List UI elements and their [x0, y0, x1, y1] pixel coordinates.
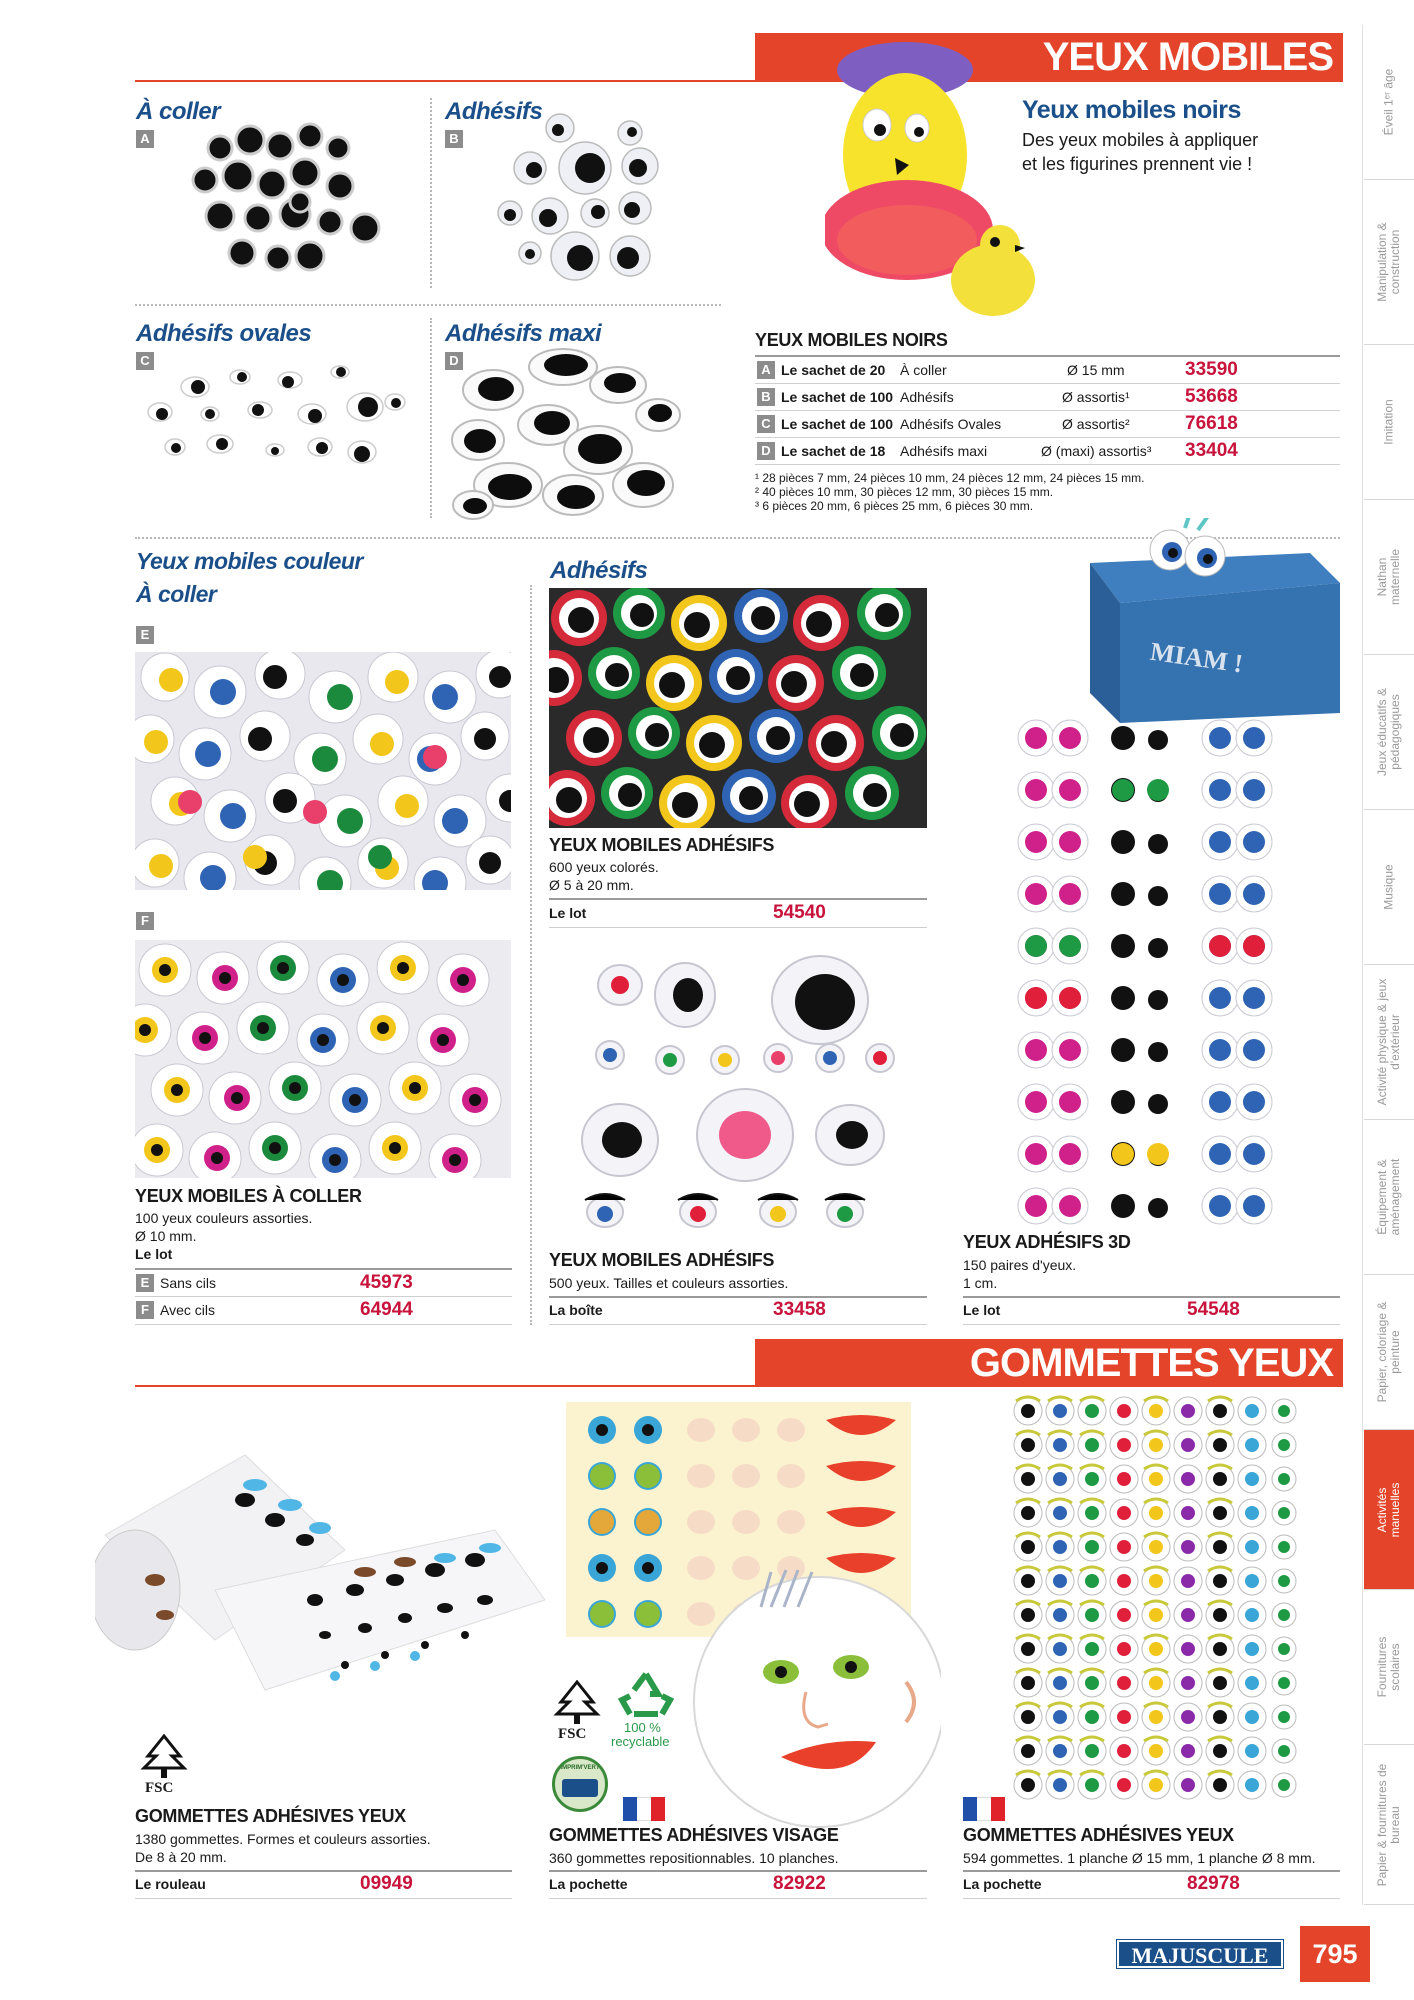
gom594-unit: La pochette	[963, 1876, 1042, 1892]
colored-eyes-e-photo	[135, 652, 511, 890]
adh3d-desc2: 1 cm.	[963, 1275, 998, 1291]
black-eyes-c-photo	[140, 352, 420, 482]
footnote-3: ³ 6 pièces 20 mm, 6 pièces 25 mm, 6 pièces 30 mm.	[755, 499, 1034, 513]
row-type: Adhésifs Ovales	[900, 416, 1002, 432]
eye-stickers-sheet-photo	[1012, 1395, 1304, 1815]
adh600-desc1: 600 yeux colorés.	[549, 859, 659, 875]
gomvisage-title: GOMMETTES ADHÉSIVES VISAGE	[549, 1825, 839, 1845]
fsc-tree-icon-2	[549, 1680, 605, 1726]
row-letter: D	[757, 442, 775, 460]
black-eyes-b-photo	[490, 108, 690, 293]
sidebar-border	[1362, 25, 1363, 1905]
row-code: 64944	[360, 1299, 413, 1320]
sidebar-item-label: Papier & fournitures de bureau	[1375, 1763, 1402, 1886]
sidebar-item-nathan[interactable]	[1364, 500, 1414, 655]
row-code: 76618	[1185, 413, 1238, 434]
black-eyes-d-photo	[448, 345, 688, 525]
row-code: 33404	[1185, 440, 1238, 461]
fsc-tree-icon	[136, 1734, 192, 1780]
brand-logo: MAJUSCULE	[1117, 1940, 1283, 1968]
adh600-desc2: Ø 5 à 20 mm.	[549, 877, 634, 893]
adh3d-rule-2	[963, 1324, 1340, 1325]
banner-gommettes-yeux: GOMMETTES YEUX	[755, 1339, 1343, 1387]
adh600-title: YEUX MOBILES ADHÉSIFS	[549, 835, 775, 855]
intro-title: Yeux mobiles noirs	[1022, 96, 1241, 124]
adh500-rule	[549, 1296, 927, 1298]
sticker-roll-photo	[95, 1440, 545, 1710]
footnote-2: ² 40 pièces 10 mm, 30 pièces 12 mm, 30 pièces 15 mm.	[755, 485, 1054, 499]
miam-label: MIAM !	[1148, 636, 1245, 679]
adh3d-title: YEUX ADHÉSIFS 3D	[963, 1232, 1131, 1252]
chick-photo	[825, 30, 1105, 330]
gomvisage-rule	[549, 1870, 927, 1872]
gomvisage-rule-2	[549, 1898, 927, 1899]
heading-adhesifs-maxi: Adhésifs maxi	[445, 320, 602, 347]
imprim-vert-badge	[552, 1756, 608, 1812]
colored-eyes-600-photo	[549, 588, 927, 828]
row-letter: A	[757, 361, 775, 379]
sidebar-item-label: Équipement & aménagement	[1375, 1158, 1402, 1236]
adh500-title: YEUX MOBILES ADHÉSIFS	[549, 1250, 775, 1270]
heading-couleur-line1: Yeux mobiles couleur	[136, 548, 363, 574]
gom594-code: 82978	[1187, 1873, 1240, 1894]
gomvisage-code: 82922	[773, 1873, 826, 1894]
sidebar-item-label: Activités manuelles	[1375, 1482, 1402, 1537]
footnote-1: ¹ 28 pièces 7 mm, 24 pièces 10 mm, 24 pièces 12 mm, 24 pièces 15 mm.	[755, 471, 1145, 485]
fsc-label: FSC	[145, 1780, 174, 1796]
row-type: Adhésifs maxi	[900, 443, 988, 459]
letter-e: E	[136, 626, 154, 644]
page-number: 795	[1300, 1926, 1370, 1982]
heading-a-coller: À coller	[136, 98, 221, 125]
sidebar-item-imitation[interactable]	[1364, 345, 1414, 500]
sidebar-item-musique[interactable]	[1364, 810, 1414, 965]
adh3d-code: 54548	[1187, 1299, 1240, 1320]
coller-desc2: Ø 10 mm.	[135, 1228, 197, 1244]
eyes-3d-photo	[1008, 710, 1288, 1230]
gomvisage-desc1: 360 gommettes repositionnables. 10 planches.	[549, 1850, 839, 1866]
recycle-pct: 100 %	[624, 1720, 661, 1735]
letter-f: F	[136, 912, 154, 930]
separator-v1	[430, 98, 432, 288]
top-rule	[135, 80, 755, 82]
sidebar-item-label: Imitation	[1381, 399, 1396, 445]
letter-c: C	[136, 352, 154, 370]
sidebar-item-label: Activité physique & jeux d'extérieur	[1375, 978, 1402, 1106]
french-flag-icon	[623, 1797, 665, 1821]
sidebar-item-label: Nathan maternelle	[1375, 548, 1402, 606]
fsc-label-2: FSC	[558, 1726, 587, 1742]
gom1380-desc2: De 8 à 20 mm.	[135, 1849, 227, 1865]
row-letter: C	[757, 415, 775, 433]
sidebar-item-label: Musique	[1381, 864, 1396, 910]
row-letter: B	[757, 388, 775, 406]
adh500-rule-2	[549, 1324, 927, 1325]
table-row	[755, 438, 1340, 465]
face-stickers-photo	[566, 1402, 941, 1842]
adh600-unit: Le lot	[549, 905, 587, 921]
row-size: Ø 15 mm	[1067, 362, 1125, 378]
gom1380-unit: Le rouleau	[135, 1876, 206, 1892]
heading-adhesifs-2: Adhésifs	[550, 557, 648, 584]
sidebar-item-fournitures-bureau[interactable]	[1364, 1745, 1414, 1905]
gomvisage-unit: La pochette	[549, 1876, 628, 1892]
adh600-code: 54540	[773, 902, 826, 923]
imprim-vert-label: IMPRIM'VERT	[560, 1765, 600, 1771]
row-size: Ø (maxi) assortis³	[1041, 443, 1152, 459]
row-pack: Le sachet de 100	[781, 389, 894, 405]
row-label: Avec cils	[160, 1302, 215, 1318]
sidebar-item-fournitures-scolaires[interactable]	[1364, 1590, 1414, 1745]
adh600-rule	[549, 898, 927, 900]
table-row	[755, 384, 1340, 411]
gom594-title: GOMMETTES ADHÉSIVES YEUX	[963, 1825, 1234, 1845]
banner-yeux-mobiles: YEUX MOBILES	[755, 33, 1343, 82]
row-pack: Le sachet de 100	[781, 416, 894, 432]
intro-text-line1: Des yeux mobiles à appliquer	[1022, 130, 1259, 150]
sidebar-item-activites-manuelles[interactable]	[1364, 1430, 1414, 1590]
row-type: À coller	[900, 362, 947, 378]
gom1380-title: GOMMETTES ADHÉSIVES YEUX	[135, 1806, 406, 1826]
miam-box-photo	[1090, 518, 1340, 723]
sidebar-item-label: Jeux éducatifs & pédagogiques	[1375, 687, 1402, 777]
heading-adhesifs-ovales: Adhésifs ovales	[136, 320, 312, 347]
adh500-desc1: 500 yeux. Tailles et couleurs assorties.	[549, 1275, 789, 1291]
recycle-icon	[618, 1670, 674, 1720]
sidebar-item-label: Papier, coloriage & peinture	[1375, 1301, 1402, 1403]
assorted-eyes-500-photo	[580, 950, 910, 1240]
heading-adhesifs: Adhésifs	[445, 98, 543, 125]
recycle-label: recyclable	[611, 1734, 670, 1749]
row-code: 33590	[1185, 359, 1238, 380]
coller-rule-2	[135, 1296, 512, 1297]
table-noirs-title: YEUX MOBILES NOIRS	[755, 330, 948, 350]
coller-desc1: 100 yeux couleurs assorties.	[135, 1210, 313, 1226]
row-code: 53668	[1185, 386, 1238, 407]
sidebar-item-manipulation[interactable]	[1364, 180, 1414, 345]
sidebar-item-jeux[interactable]	[1364, 655, 1414, 810]
gom594-rule-2	[963, 1898, 1340, 1899]
coller-rule-3	[135, 1324, 512, 1325]
separator-v2	[430, 318, 432, 518]
row-size: Ø assortis¹	[1062, 389, 1130, 405]
row-code: 45973	[360, 1272, 413, 1293]
sidebar-item-activite-physique[interactable]	[1364, 965, 1414, 1120]
sidebar-item-label: Fournitures scolaires	[1375, 1636, 1402, 1698]
adh3d-desc1: 150 paires d'yeux.	[963, 1257, 1077, 1273]
gom594-rule	[963, 1870, 1340, 1872]
gom1380-desc1: 1380 gommettes. Formes et couleurs assorties.	[135, 1831, 431, 1847]
intro-text-line2: et les figurines prennent vie !	[1022, 154, 1253, 174]
table-row	[755, 357, 1340, 384]
letter-a: A	[136, 130, 154, 148]
gom1380-rule-2	[135, 1898, 512, 1899]
heading-couleur-line2: À coller	[136, 581, 217, 607]
sidebar-item-label: Éveil 1ᵉʳ âge	[1381, 68, 1396, 136]
adh3d-unit: Le lot	[963, 1302, 1001, 1318]
separator-h1	[135, 304, 721, 306]
sidebar-item-equipement[interactable]	[1364, 1120, 1414, 1275]
row-pack: Le sachet de 20	[781, 362, 886, 378]
row-size: Ø assortis²	[1062, 416, 1130, 432]
row-type: Adhésifs	[900, 389, 954, 405]
row-letter: E	[136, 1274, 154, 1292]
coller-unit: Le lot	[135, 1246, 173, 1262]
sidebar-item-papier-coloriage[interactable]	[1364, 1275, 1414, 1430]
letter-d: D	[445, 352, 463, 370]
letter-b: B	[445, 130, 463, 148]
row-pack: Le sachet de 18	[781, 443, 886, 459]
table-row	[755, 411, 1340, 438]
gom1380-code: 09949	[360, 1873, 413, 1894]
adh600-rule-2	[549, 927, 927, 928]
sidebar-item-eveil[interactable]	[1364, 25, 1414, 180]
separator-v3	[530, 585, 532, 1325]
colored-eyes-lashes-f-photo	[135, 940, 511, 1178]
row-label: Sans cils	[160, 1275, 217, 1291]
gom594-desc1: 594 gommettes. 1 planche Ø 15 mm, 1 planche Ø 8 mm.	[963, 1850, 1316, 1866]
adh3d-rule	[963, 1296, 1340, 1298]
coller-rule	[135, 1268, 512, 1270]
row-letter: F	[136, 1301, 154, 1319]
gommettes-rule	[135, 1385, 755, 1387]
black-eyes-a-photo	[180, 118, 390, 288]
adh500-code: 33458	[773, 1299, 826, 1320]
adh500-unit: La boîte	[549, 1302, 603, 1318]
coller-title: YEUX MOBILES À COLLER	[135, 1186, 362, 1206]
gom1380-rule	[135, 1870, 512, 1872]
sidebar-item-label: Manipulation & construction	[1375, 222, 1402, 302]
french-flag-icon-2	[963, 1797, 1005, 1821]
